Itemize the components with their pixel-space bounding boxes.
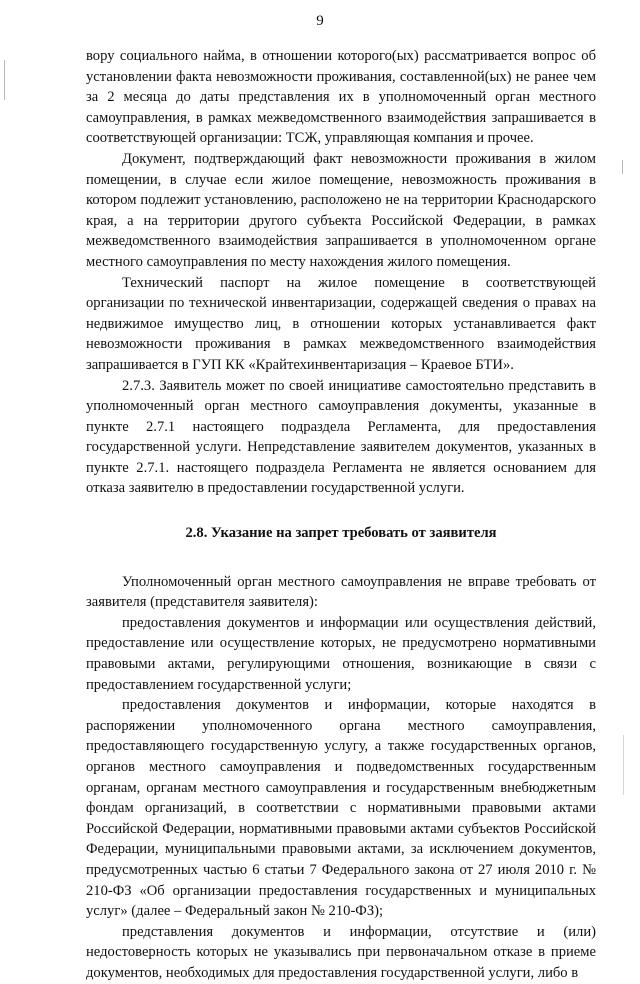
- scan-artifact-right: [622, 160, 623, 174]
- paragraph-continuation: вору социального найма, в отношении которого(ых) рассматривается вопрос об установлении факта невозможности проживания, составленной(ых) не ранее чем за 2 месяца до даты представления их в уполномоченный орган местного самоуправления, в рамках межведомственного взаимодействия запрашивается в соответствующей организации: ТСЖ, управляющая компания и прочее.: [86, 48, 596, 147]
- section-heading-2-8: 2.8. Указание на запрет требовать от заявителя: [185, 525, 497, 542]
- paragraph-prohibition-2: предоставления документов и информации, которые находятся в распоряжении уполномоченного органа местного самоуправления, предоставляющего государственную услугу, а также государственных органов, органов местного самоуправления и подведомственных государственным органам, органам местного самоуправления и государственным внебюджетным фондам организаций, в соответствии с нормативными правовыми актами Российской Федерации, нормативными правовыми актами субъектов Российской Федерации, муниципальными правовыми актами, за исключением документов, предусмотренных частью 6 статьи 7 Федерального закона от 27 июля 2010 г. № 210-ФЗ «Об организации предоставления государственных и муниципальных услуг» (далее – Федеральный закон № 210-ФЗ);: [86, 697, 596, 920]
- scan-artifact-right-lower: [623, 735, 624, 795]
- paragraph-2-7-3: 2.7.3. Заявитель может по своей инициативе самостоятельно представить в уполномоченный орган местного самоуправления документы, указанные в пункте 2.7.1 настоящего подраздела Регламента, для предоставления государственной услуги. Непредставление заявителем документов, указанных в пункте 2.7.1. настоящего подраздела Регламента не является основанием для отказа заявителю в предоставлении государственной услуги.: [86, 377, 596, 497]
- scan-artifact-left: [4, 60, 5, 100]
- paragraph-technical-passport: Технический паспорт на жилое помещение в соответствующей организации по технической инвентаризации, содержащей сведения о правах на недвижимое имущество лиц, в отношении которых устанавливается факт невозможности проживания в рамках межведомственного взаимодействия запрашивается в ГУП КК «Крайтехинвентаризация – Краевое БТИ».: [86, 274, 596, 373]
- document-body: [86, 46, 596, 984]
- paragraph-prohibition-1: предоставления документов и информации или осуществления действий, предоставление или осуществление которых, не предусмотрено нормативными правовыми актами, регулирующими отношения, возникающие в связи с предоставлением государственной услуги;: [86, 614, 596, 693]
- paragraph-prohibition-intro: Уполномоченный орган местного самоуправления не вправе требовать от заявителя (представителя заявителя):: [86, 573, 596, 611]
- paragraph-document-proof: Документ, подтверждающий факт невозможности проживания в жилом помещении, в случае если жилое помещение, невозможность проживания в котором подлежит установлению, расположено не на территории Краснодарского края, а на территории другого субъекта Российской Федерации, в рамках межведомственного взаимодействия запрашивается в уполномоченном органе местного самоуправления по месту нахождения жилого помещения.: [86, 150, 596, 270]
- page-number: 9: [316, 13, 324, 29]
- paragraph-prohibition-3: представления документов и информации, отсутствие и (или) недостоверность которых не указывались при первоначальном отказе в приеме документов, необходимых для предоставления государственной услуги, либо в: [86, 923, 596, 981]
